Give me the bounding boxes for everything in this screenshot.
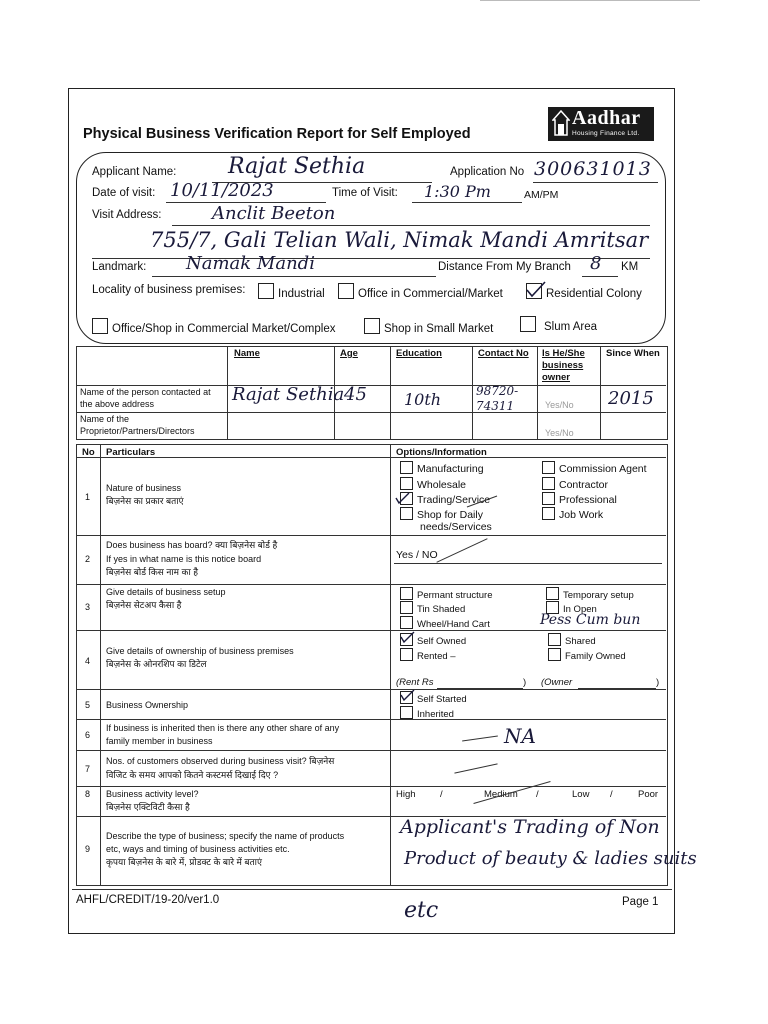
row-8-no: 8 [85, 789, 91, 799]
activity-medium[interactable]: Medium [484, 789, 518, 800]
application-no-line [533, 182, 658, 183]
time-of-visit-value: 1:30 Pm [424, 182, 491, 201]
proprietor-owner: Yes/No [545, 428, 574, 438]
page-title: Physical Business Verification Report for Self Employed [83, 126, 471, 142]
describe-line-1: Applicant's Trading of Non [400, 816, 660, 838]
date-of-visit-label: Date of visit: [92, 187, 156, 199]
contact-col-3 [390, 346, 391, 439]
col-header-particulars: Particulars [106, 447, 156, 458]
row-7-label: Nos. of customers observed during business visit? बिज़नेस [106, 756, 335, 766]
activity-sep-3: / [610, 789, 613, 800]
contact-col-6 [600, 346, 601, 439]
row-contacted-label: Name of the person contacted at the above address [80, 387, 211, 409]
check-mark-icon [400, 688, 416, 702]
row-9-label-2: etc, ways and timing of business activities etc. [106, 844, 290, 854]
row-4-divider [76, 689, 666, 690]
opt-wheel-cart[interactable]: Wheel/Hand Cart [400, 616, 490, 630]
locality-small-market[interactable]: Shop in Small Market [364, 318, 493, 335]
job-work-checkbox[interactable] [542, 507, 555, 520]
row-2-hindi: बिज़नेस बोर्ड किस नाम का है [106, 567, 199, 577]
application-no-label: Application No [450, 166, 525, 178]
visit-address-label: Visit Address: [92, 209, 162, 221]
owner-label: (Owner [541, 677, 573, 688]
row-2-label-2: If yes in what name is this notice board [106, 554, 262, 564]
row-1-hindi: बिज़नेस का प्रकार बताएं [106, 496, 184, 506]
company-logo [548, 107, 654, 141]
header-education: Education [396, 348, 442, 359]
commission-checkbox[interactable] [542, 461, 555, 474]
activity-low[interactable]: Low [572, 789, 590, 800]
locality-slum[interactable]: Slum Area [520, 316, 597, 333]
row-1-label: Nature of business [106, 483, 182, 493]
contacted-owner: Yes/No [545, 400, 574, 410]
application-no-value: 300631013 [534, 158, 652, 180]
header-name: Name [234, 348, 260, 359]
wheel-cart-checkbox[interactable] [400, 616, 413, 629]
address-line-2 [92, 258, 650, 259]
permanent-checkbox[interactable] [400, 587, 413, 600]
opt-shop-daily[interactable]: Shop for Daily [400, 507, 483, 521]
row-3-no: 3 [85, 602, 91, 612]
board-line [394, 563, 662, 564]
office-shop-checkbox[interactable] [92, 318, 108, 334]
wholesale-checkbox[interactable] [400, 477, 413, 490]
inherit-handwritten: NA [504, 724, 536, 748]
opt-shared[interactable]: Shared [548, 633, 596, 647]
contact-col-1 [227, 346, 228, 439]
opt-trading[interactable]: Trading/Service [400, 492, 490, 506]
col-header-no: No [82, 447, 95, 458]
opt-family-owned[interactable]: Family Owned [548, 648, 626, 662]
rent-line [437, 688, 523, 689]
tin-shaded-checkbox[interactable] [400, 601, 413, 614]
row-6-label-2: family member in business [106, 736, 213, 746]
row-6-divider [76, 750, 666, 751]
contacted-phone: 98720-74311 [476, 384, 519, 413]
owner-close: ) [656, 677, 660, 688]
row-2-divider [76, 584, 666, 585]
landmark-value: Namak Mandi [186, 253, 315, 274]
address-line-1 [172, 225, 650, 226]
slum-checkbox[interactable] [520, 316, 536, 332]
opt-tin-shaded[interactable]: Tin Shaded [400, 601, 465, 615]
professional-checkbox[interactable] [542, 492, 555, 505]
logo-name: Aadhar [572, 107, 641, 129]
rent-close: ) [523, 677, 527, 688]
row-9-label: Describe the type of business; specify the name of products [106, 831, 345, 841]
rented-checkbox[interactable] [400, 648, 413, 661]
row-2-no: 2 [85, 554, 91, 564]
row-4-label: Give details of ownership of business premises [106, 646, 294, 656]
opt-manufacturing[interactable]: Manufacturing [400, 461, 484, 475]
distance-value: 8 [590, 253, 602, 274]
landmark-line [152, 276, 436, 277]
row-9-hindi: कृपया बिज़नेस के बारे में, प्रोडक्ट के बारे में बताएं [106, 857, 262, 867]
house-logo-icon [552, 110, 570, 136]
opt-shop-daily-2: needs/Services [420, 521, 492, 533]
locality-office-commercial[interactable]: Office in Commercial/Market [338, 283, 503, 300]
contacted-name: Rajat Sethia [232, 384, 345, 405]
opt-contractor[interactable]: Contractor [542, 477, 608, 491]
manufacturing-checkbox[interactable] [400, 461, 413, 474]
time-line [412, 202, 522, 203]
office-commercial-checkbox[interactable] [338, 283, 354, 299]
landmark-label: Landmark: [92, 261, 147, 273]
row-5-no: 5 [85, 700, 91, 710]
footer-rule [72, 889, 672, 890]
row-6-label: If business is inherited then is there any other share of any [106, 723, 340, 733]
logo-subtitle: Housing Finance Ltd. [572, 130, 640, 137]
row-proprietor-label: Name of the Proprietor/Partners/Directors [80, 414, 195, 436]
residential-checkbox[interactable] [526, 283, 542, 299]
setup-handwritten: Pess Cum bun [540, 612, 641, 628]
contractor-checkbox[interactable] [542, 477, 555, 490]
row-header-divider [76, 457, 666, 458]
contact-col-4 [472, 346, 473, 439]
shop-daily-checkbox[interactable] [400, 507, 413, 520]
row-2-label: Does business has board? क्या बिज़नेस बोर्ड है [106, 540, 278, 550]
distance-line [582, 276, 618, 277]
activity-poor[interactable]: Poor [638, 789, 659, 800]
industrial-checkbox[interactable] [258, 283, 274, 299]
opt-temporary[interactable]: Temporary setup [546, 587, 634, 601]
shared-checkbox[interactable] [548, 633, 561, 646]
opt-commission[interactable]: Commission Agent [542, 461, 647, 475]
family-owned-checkbox[interactable] [548, 648, 561, 661]
time-of-visit-label: Time of Visit: [332, 187, 398, 199]
row-5-label: Business Ownership [106, 700, 189, 710]
locality-residential[interactable]: Residential Colony [526, 283, 642, 300]
self-started-checkbox[interactable] [400, 691, 413, 704]
opt-self-started[interactable]: Self Started [400, 691, 467, 705]
am-pm-label: AM/PM [524, 189, 559, 201]
header-owner: Is He/She business owner [542, 348, 585, 383]
locality-label: Locality of business premises: [92, 284, 246, 296]
row-3-divider [76, 630, 666, 631]
row-7-hindi: विजिट के समय आपको कितने कस्टमर्स दिखाई दिए ? [106, 770, 279, 780]
small-market-checkbox[interactable] [364, 318, 380, 334]
opt-inherited[interactable]: Inherited [400, 706, 454, 720]
opt-self-owned[interactable]: Self Owned [400, 633, 466, 647]
check-mark-icon [525, 280, 547, 300]
applicant-name-value: Rajat Sethia [228, 154, 366, 179]
describe-line-3: etc [404, 898, 439, 923]
row-3-hindi: बिज़नेस सेटअप कैसा है [106, 600, 182, 610]
row-7-divider [76, 786, 666, 787]
opt-permanent[interactable]: Permant structure [400, 587, 493, 601]
row-1-no: 1 [85, 492, 91, 502]
opt-in-open[interactable]: In Open [546, 601, 597, 615]
describe-line-2: Product of beauty & ladies suits [404, 848, 697, 869]
activity-high[interactable]: High [396, 789, 416, 800]
row-8-label: Business activity level? [106, 789, 199, 799]
inherited-checkbox[interactable] [400, 706, 413, 719]
opt-job-work[interactable]: Job Work [542, 507, 603, 521]
check-mark-icon [400, 630, 416, 644]
contacted-age: 45 [344, 384, 367, 405]
trading-checkbox[interactable] [400, 492, 413, 505]
visit-address-line-1: Anclit Beeton [212, 203, 336, 224]
activity-sep-2: / [536, 789, 539, 800]
opt-rented[interactable]: Rented – [400, 648, 456, 662]
distance-unit: KM [621, 261, 639, 273]
opt-wholesale[interactable]: Wholesale [400, 477, 466, 491]
row-5-divider [76, 719, 666, 720]
scan-edge-line [480, 0, 700, 1]
row-7-no: 7 [85, 764, 91, 774]
owner-line [578, 688, 656, 689]
board-value: Yes / NO [396, 549, 438, 561]
particulars-col-no [100, 444, 101, 885]
distance-label: Distance From My Branch [438, 261, 571, 273]
row-8-hindi: बिज़नेस एक्टिविटी कैसा है [106, 802, 190, 812]
header-contact: Contact No [478, 348, 529, 359]
row-6-no: 6 [85, 730, 91, 740]
col-header-options: Options/Information [396, 447, 487, 458]
locality-industrial[interactable]: Industrial [258, 283, 325, 300]
contact-col-5 [537, 346, 538, 439]
contacted-since: 2015 [608, 388, 654, 409]
row-4-hindi: बिज़नेस के ओनरशिप का डिटेल [106, 659, 207, 669]
row-4-no: 4 [85, 656, 91, 666]
row-3-label: Give details of business setup [106, 587, 226, 597]
check-mark-icon [395, 491, 411, 505]
self-owned-checkbox[interactable] [400, 633, 413, 646]
applicant-name-label: Applicant Name: [92, 166, 177, 178]
rent-label: (Rent Rs [396, 677, 434, 688]
date-of-visit-value: 10/11/2023 [170, 180, 274, 201]
page-number: Page 1 [622, 896, 659, 908]
opt-professional[interactable]: Professional [542, 492, 617, 506]
particulars-col-options [390, 444, 391, 885]
header-since: Since When [606, 348, 660, 359]
locality-office-shop[interactable]: Office/Shop in Commercial Market/Complex [92, 318, 335, 335]
row-9-no: 9 [85, 844, 91, 854]
contacted-education: 10th [404, 390, 442, 409]
header-age: Age [340, 348, 358, 359]
form-code: AHFL/CREDIT/19-20/ver1.0 [76, 894, 220, 906]
temporary-checkbox[interactable] [546, 587, 559, 600]
activity-sep-1: / [440, 789, 443, 800]
visit-address-line-2: 755/7, Gali Telian Wali, Nimak Mandi Amritsar [150, 228, 649, 252]
row-1-divider [76, 535, 666, 536]
